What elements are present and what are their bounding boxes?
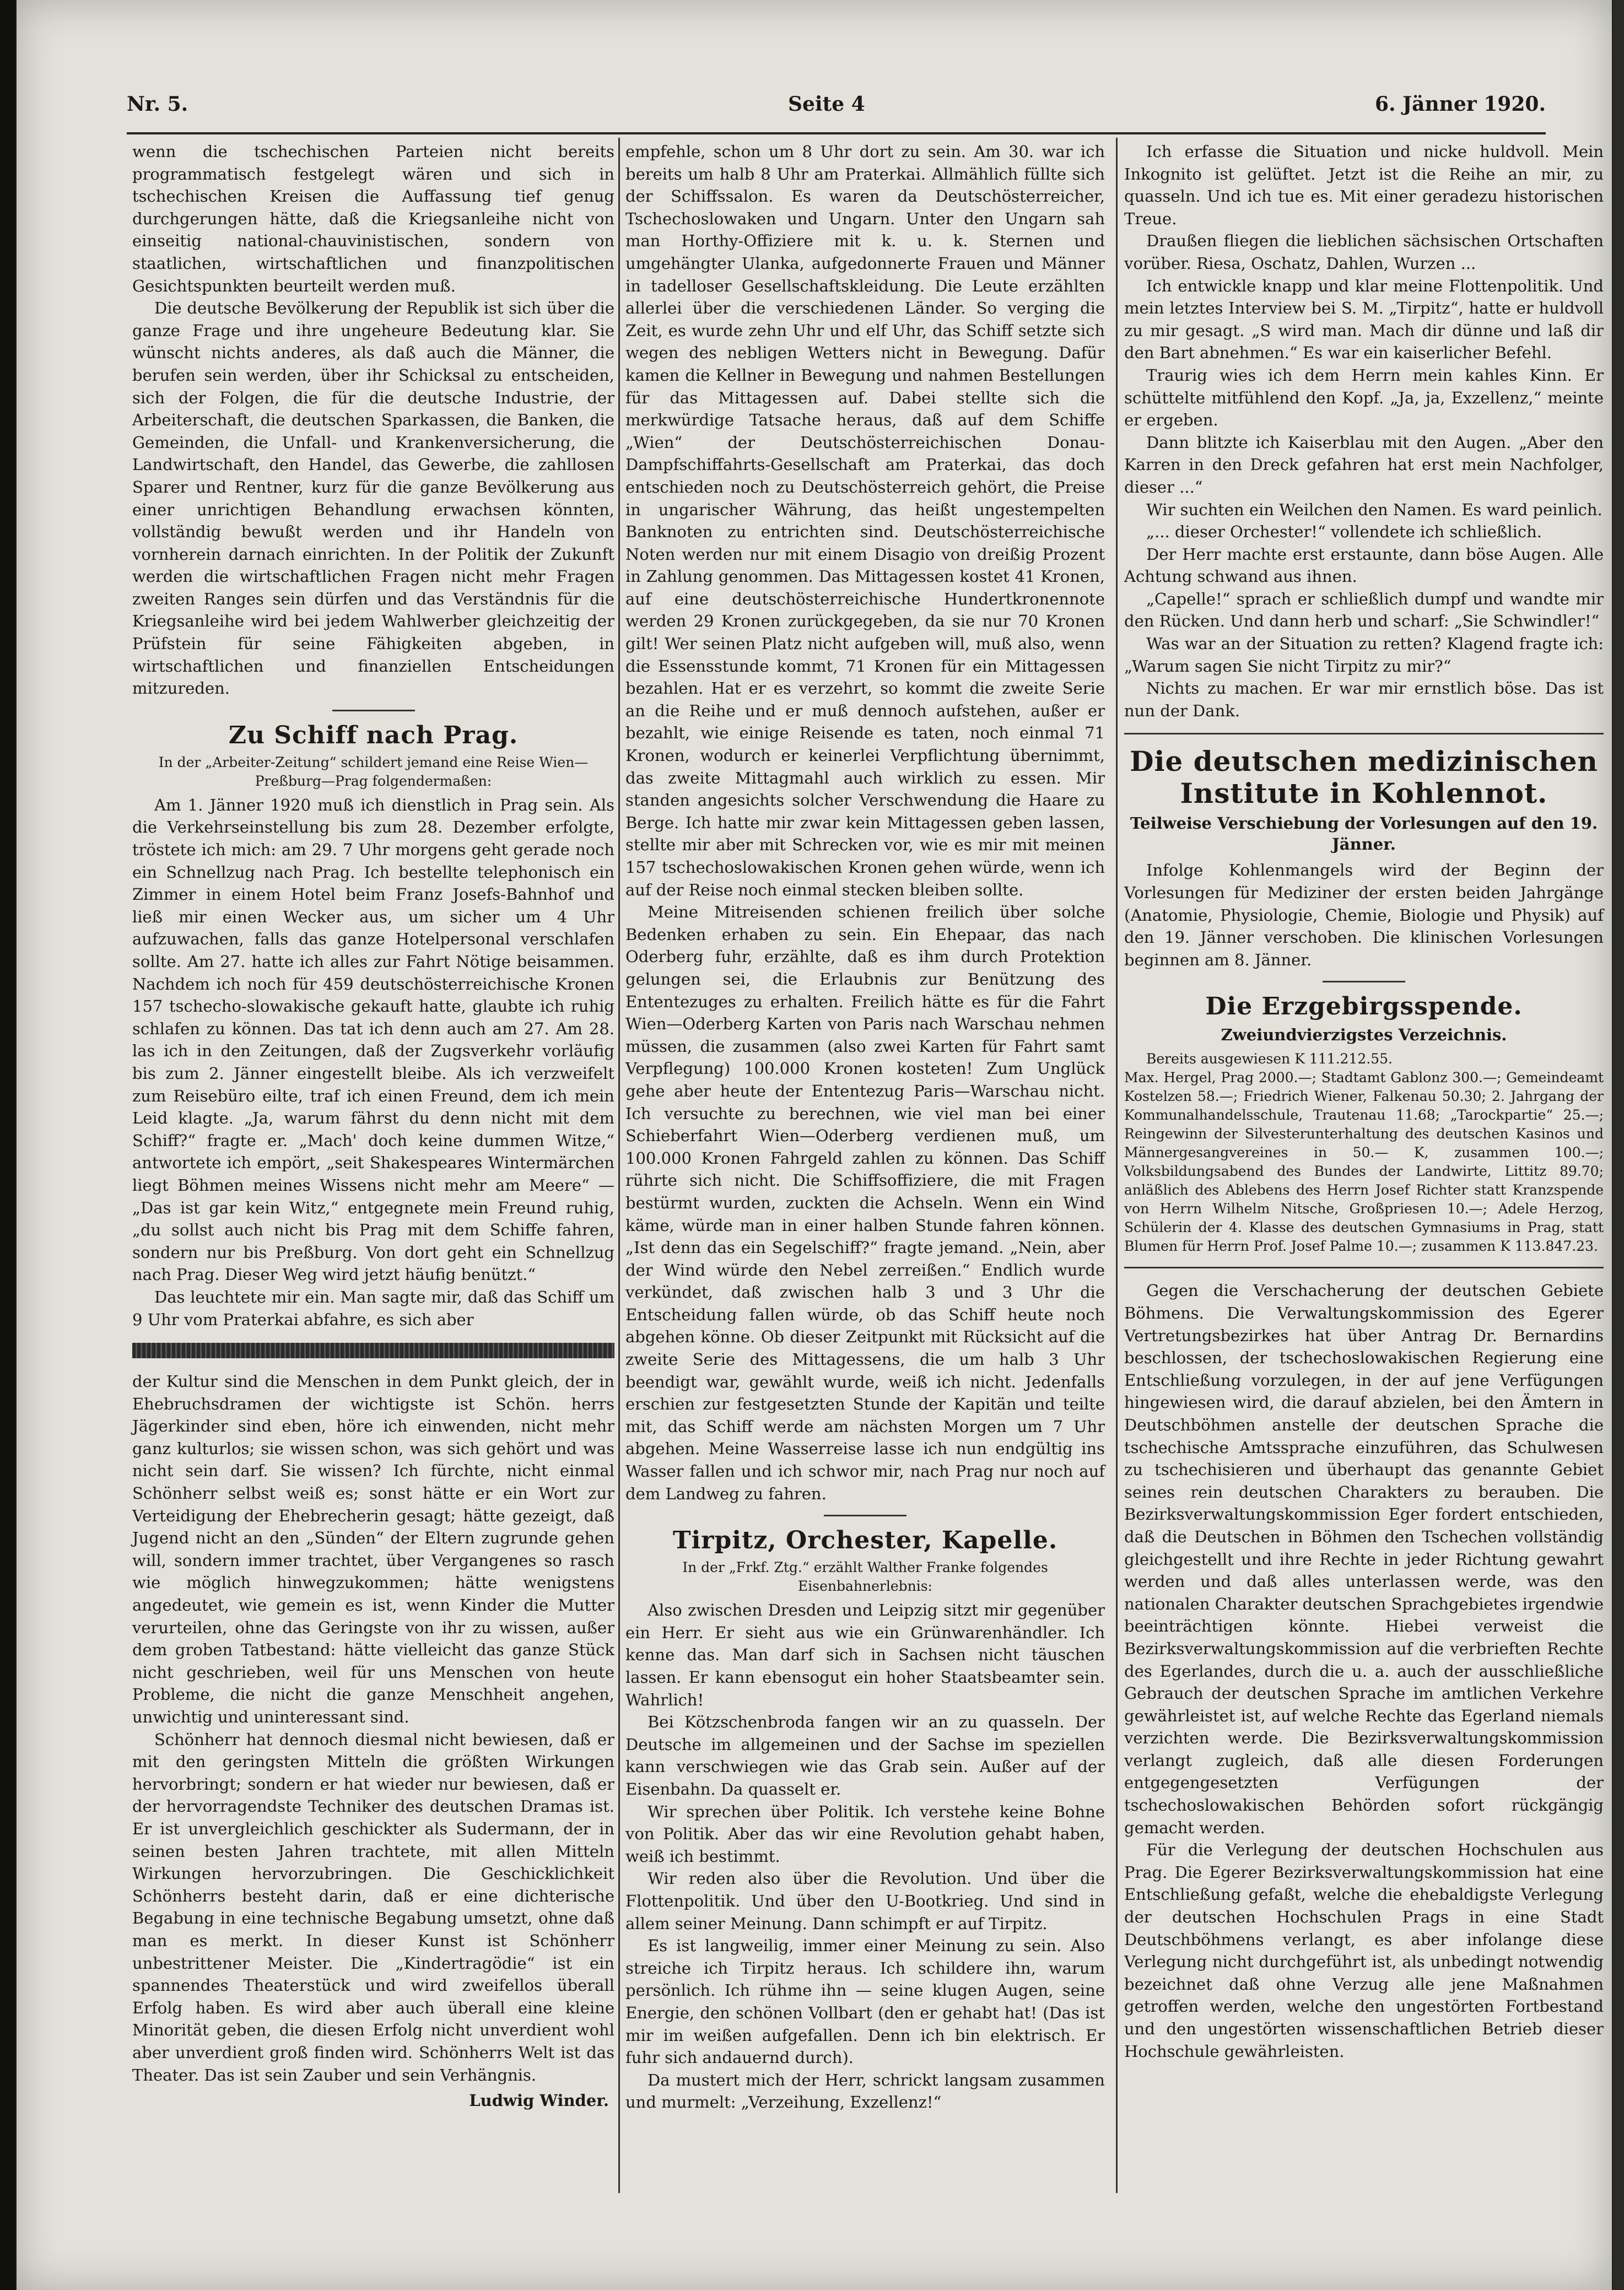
divider xyxy=(1124,733,1604,734)
author-signature: Ludwig Winder. xyxy=(469,2091,609,2110)
header-rule xyxy=(127,132,1546,134)
paragraph: Bereits ausgewiesen K 111.212.55. xyxy=(1146,1051,1393,1067)
article-intro: In der „Arbeiter-Zeitung“ schildert jemand eine Reise Wien—Preßburg—Prag folgendermaßen: xyxy=(158,754,589,789)
paragraph: Was war an der Situation zu retten? Klagend fragte ich: „Warum sagen Sie nicht Tirpitz zu mir?“ xyxy=(1124,634,1604,676)
paragraph: Gegen die Verschacherung der deutschen Gebiete Böhmens. Die Verwaltungskommission des Egerer Vertretungsbezirkes hat über Antrag Dr. Bernardins beschlossen, der tschechoslowakischen Regierung eine Entschließung vorzulegen, in der auf jene Verfügungen hingewiesen wird, die darauf abzielen, bei den Ämtern in Deutschböhmen anstelle der deutschen Sprache die tschechische Amtssprache einzuführen, das Schulwesen zu tschechisieren und überhaupt das genannte Gebiet seines rein deutschen Charakters zu berauben. Die Bezirksverwaltungskommission Eger fordert entschieden, daß die Deutschen in Böhmen den Tschechen vollständig gleichgestellt und ihre Rechte in jeder Richtung gewahrt werden und daß alles unterlassen werde, was den nationalen Charakter deutschen Sprachgebietes irgendwie beeinträchtigen könnte. Hiebei verweist die Bezirksverwaltungskommission auf die verbrieften Rechte des Egerlandes, durch die u. a. auch der ausschließliche Gebrauch der deutschen Sprache im amtlichen Verkehre gewährleistet ist, auf welche Rechte das Egerland niemals verzichten werde. Die Bezirksverwaltungskommission verlangt zugleich, daß alle diesen Forderungen entgegengesetzten Verfügungen der tschechoslowakischen Behörden sofort rückgängig gemacht werden. xyxy=(1124,1281,1604,1837)
column-divider xyxy=(1116,138,1118,2193)
issue-date: 6. Jänner 1920. xyxy=(1375,93,1546,116)
paragraph: Traurig wies ich dem Herrn mein kahles Kinn. Er schüttelte mitfühlend den Kopf. „Ja, ja, Exzellenz,“ meinte er ergeben. xyxy=(1124,365,1604,430)
paragraph: Draußen fliegen die lieblichen sächsischen Ortschaften vorüber. Riesa, Oschatz, Dahlen, Wurzen ... xyxy=(1124,231,1604,273)
paragraph: Am 1. Jänner 1920 muß ich dienstlich in Prag sein. Als die Verkehrseinstellung bis zum 28. Dezember erfolgte, tröstete ich mich: am 29. 7 Uhr morgens geht gerade noch ein Schnellzug nach Prag. Ich bestellte telephonisch ein Zimmer in einem Hotel beim Franz Josefs-Bahnhof und ließ mir einen Wecker aus, um sicher um 4 Uhr aufzuwachen, falls das ganze Hotelpersonal verschlafen sollte. Am 27. hatte ich alles zur Fahrt Nötige beisammen. Nachdem ich noch für 459 deutschösterreichische Kronen 157 tschecho-slowakische gekauft hatte, glaubte ich ruhig schlafen zu können. Das tat ich denn auch am 27. Am 28. las ich in den Zeitungen, daß der Zugsverkehr vorläufig bis zum 2. Jänner eingestellt bleibe. Als ich verzweifelt zum Reisebüro eilte, traf ich einen Freund, dem ich mein Leid klagte. „Ja, warum fährst du denn nicht mit dem Schiff?“ fragte er. „Mach' doch keine dummen Witze,“ antwortete ich empört, „seit Shakespeares Wintermärchen liegt Böhmen meines Wissens nicht mehr am Meere“ — „Das ist gar kein Witz,“ entgegnete mein Freund ruhig, „du sollst auch nicht bis Prag mit dem Schiffe fahren, sondern nur bis Preßburg. Von dort geht ein Schnellzug nach Prag. Dieser Weg wird jetzt häufig benützt.“ xyxy=(132,795,614,1284)
scan-edge-right xyxy=(1613,0,1624,2290)
paragraph: Für die Verlegung der deutschen Hochschulen aus Prag. Die Egerer Bezirksverwaltungskommission hat eine Entschließung gefaßt, welche die ehebaldigste Verlegung der deutschen Hochschulen Prags in eine Stadt Deutschböhmens verlangt, es aber infolange diese Verlegung nicht durchgeführt ist, als unbedingt notwendig bezeichnet daß ohne Verzug alle jene Maßnahmen getroffen werden, welche den ungestörten Fortbestand und den ungestörten wissenschaftlichen Betrieb dieser Hochschule gewährleisten. xyxy=(1124,1840,1604,2061)
article-intro: In der „Frkf. Ztg.“ erzählt Walther Franke folgendes Eisenbahnerlebnis: xyxy=(682,1559,1048,1595)
newspaper-page xyxy=(17,0,1612,2290)
paragraph: Da mustert mich der Herr, schrickt langsam zusammen und murmelt: „Verzeihung, Exzellenz!“ xyxy=(625,2070,1105,2112)
paragraph: Schönherr hat dennoch diesmal nicht bewiesen, daß er mit den geringsten Mitteln die größten Wirkungen hervorbringt; sondern er hat wieder nur bewiesen, daß er der hervorragendste Techniker des deutschen Dramas ist. Er ist unvergleichlich geschickter als Sudermann, der in seinen besten Jahren trachtete, mit allen Mitteln Wirkungen hervorzubringen. Die Geschicklichkeit Schönherrs besteht darin, daß er eine dichterische Begabung in eine technische Begabung umsetzt, ohne daß man es merkt. In dieser Kunst ist Schönherr unbestrittener Meister. Die „Kindertragödie“ ist ein spannendes Theaterstück und wird zweifellos überall Erfolg haben. Es wird aber auch überall eine kleine Minorität geben, die diesen Erfolg nicht unverdient wohl aber unverdient groß finden wird. Schönherrs Welt ist das Theater. Das ist sein Zauber und sein Verhängnis. xyxy=(132,1730,614,2084)
paragraph: Ich erfasse die Situation und nicke huldvoll. Mein Inkognito ist gelüftet. Jetzt ist die Reihe an mir, zu quasseln. Und ich tue es. Mit einer geradezu historischen Treue. xyxy=(1124,142,1604,228)
paragraph: Wir reden also über die Revolution. Und über die Flottenpolitik. Und über den U-Bootkrieg. Und sind in allem seiner Meinung. Dann schimpft er auf Tirpitz. xyxy=(625,1869,1105,1933)
paragraph: Max. Hergel, Prag 2000.—; Stadtamt Gablonz 300.—; Gemeindeamt Kostelzen 58.—; Friedrich Wiener, Falkenau 50.30; 2. Jahrgang der Kommunalhandelsschule, Trautenau 11.68; „Tarockpartie“ 25.—; Reingewinn der Silvesterunterhaltung des deutschen Kasinos und Männergesangvereines in 50.— K, zusammen 100.—; Volksbildungsabend des Bundes der Landwirte, Littitz 89.70; anläßlich des Ablebens des Herrn Josef Richter statt Kranzspende von Herrn Wilhelm Nitsche, Großpriesen 10.—; Adele Herzog, Schülerin der 4. Klasse des deutschen Gymnasiums in Prag, statt Blumen für Herrn Prof. Josef Palme 10.—; zusammen K 113.847.23. xyxy=(1124,1070,1604,1255)
article-title: Zu Schiff nach Prag. xyxy=(228,721,519,749)
article-subtitle: Teilweise Verschiebung der Vorlesungen auf den 19. Jänner. xyxy=(1130,814,1598,854)
paragraph: „Capelle!“ sprach er schließlich dumpf und wandte mir den Rücken. Und dann herb und scharf: „Sie Schwindler!“ xyxy=(1124,589,1604,631)
paragraph: wenn die tschechischen Parteien nicht bereits programmatisch festgelegt wären und sich in tschechischen Kreisen die Auffassung tief genug durchgerungen hätte, daß die Kriegsanleihe nicht von einseitig national-chauvinistischen, sondern von staatlichen, wirtschaftlichen und finanzpolitischen Gesichtspunkten beurteilt werden muß. xyxy=(132,142,614,295)
paragraph: Wir suchten ein Weilchen den Namen. Es ward peinlich. xyxy=(1146,500,1603,519)
issue-number: Nr. 5. xyxy=(127,93,188,116)
page-number: Seite 4 xyxy=(788,93,865,116)
section-bar xyxy=(132,1343,614,1358)
paragraph: empfehle, schon um 8 Uhr dort zu sein. Am 30. war ich bereits um halb 8 Uhr am Praterkai. Allmählich füllte sich der Schiffssalon. Es waren da Deutschösterreicher, Tschechoslowaken und Ungarn. Unter den Ungarn sah man Horthy-Offiziere mit k. u. k. Sternen und umgehängter Ulanka, aufgedonnerte Frauen und Männer in tadelloser Gesellschaftskleidung. Die Leute erzählten allerlei über die verschiedenen Länder. So verging die Zeit, es wurde zehn Uhr und elf Uhr, das Schiff setzte sich wegen des nebligen Wetters nicht in Bewegung. Dafür kamen die Kellner in Bewegung und nahmen Bestellungen für das Mittagessen auf. Dabei stellte sich die merkwürdige Tatsache heraus, daß auf dem Schiffe „Wien“ der Deutschösterreichischen Donau-Dampfschiffahrts-Gesellschaft am Praterkai, das doch entschieden noch zu Deutschösterreich gehört, die Preise in ungarischer Währung, das heißt ungestempelten Banknoten zu entrichten sind. Deutschösterreichische Noten werden nur mit einem Disagio von dreißig Prozent in Zahlung genommen. Das Mittagessen kostet 41 Kronen, auf eine deutschösterreichische Hundertkronennote werden 29 Kronen zurückgegeben, da sie nur 70 Kronen gilt! Wer seinen Platz nicht aufgeben will, muß also, wenn die Essensstunde kommt, 71 Kronen für ein Mittagessen bezahlen. Hat er es verzehrt, so kommt die zweite Serie an die Reihe und er muß dennoch aufstehen, außer er bezahlt, wie einige Reisende es taten, noch einmal 71 Kronen, wodurch er keinerlei Verpflichtung übernimmt, das zweite Mittagmahl auch wirklich zu essen. Mir standen angesichts solcher Verschwendung die Haare zu Berge. Ich hatte mir zwar kein Mittagessen geben lassen, stellte mir aber mit Schrecken vor, wie es mir mit meinen 157 tschechoslowakischen Kronen gehen würde, wenn ich auf der Reise noch einmal stecken bleiben sollte. xyxy=(625,142,1105,899)
paragraph: Also zwischen Dresden und Leipzig sitzt mir gegenüber ein Herr. Er sieht aus wie ein Grünwarenhändler. Ich kenne das. Man darf sich in Sachsen nicht täuschen lassen. Er kann ebensogut ein hoher Staatsbeamter sein. Wahrlich! xyxy=(625,1601,1105,1709)
paragraph: Der Herr machte erst erstaunte, dann böse Augen. Alle Achtung schwand aus ihnen. xyxy=(1124,544,1604,586)
paragraph: Die deutsche Bevölkerung der Republik ist sich über die ganze Frage und ihre ungeheure Bedeutung klar. Sie wünscht nichts anderes, als daß auch die Männer, die berufen sein werden, über ihr Schicksal zu entscheiden, sich der Folgen, die für die deutsche Industrie, der Arbeiterschaft, die deutschen Sparkassen, die Banken, die Gemeinden, die Unfall- und Krankenversicherung, die Landwirtschaft, den Handel, das Gewerbe, die zahllosen Sparer und Rentner, kurz für die ganze Bevölkerung aus einer unrichtigen Behandlung erwachsen könnten, vollständig bewußt werden und ihr Handeln von vornherein darnach einrichten. In der Politik der Zukunft werden die wirtschaftlichen Fragen nicht mehr Fragen zweiten Ranges sein dürfen und das Verständnis für die Kriegsanleihe wird bei jedem Wahlwerber gleichzeitig der Prüfstein für seine Fähigkeiten abgeben, in wirtschaftlichen und finanziellen Entscheidungen mitzureden. xyxy=(132,299,614,698)
divider xyxy=(1323,981,1405,982)
divider xyxy=(332,710,415,711)
paragraph: der Kultur sind die Menschen in dem Punkt gleich, der in Ehebruchsdramen der wichtigste ist Schön. herrs Jägerkinder sind eben, höre ich einwenden, nicht mehr ganz kulturlos; sie wissen schon, was sich gehört und was nicht sein darf. Sie wissen? Ich fürchte, nicht einmal Schönherr selbst weiß es; sonst hätte er ein Wort zur Verteidigung der Ehebrecherin gesagt; hätte gezeigt, daß Jugend nicht an den „Sünden“ der Eltern zugrunde gehen will, sondern immer trachtet, über Vergangenes so rasch wie möglich hinwegzukommen; hätte wenigstens angedeutet, wie gemein es ist, wenn Kinder die Mutter verurteilen, ohne das Geringste von ihr zu wissen, außer dem groben Tatbestand: hätte vielleicht das ganze Stück nicht geschrieben, weil für uns Menschen von heute Probleme, die nicht die ganze Menschheit angehen, unwichtig und uninteressant sind. xyxy=(132,1372,614,1726)
article-title: Die Erzgebirgsspende. xyxy=(1205,992,1523,1021)
paragraph: Bei Kötzschenbroda fangen wir an zu quasseln. Der Deutsche im allgemeinen und der Sachse im speziellen kann verschwiegen wie das Grab sein. Außer auf der Eisenbahn. Da quasselt er. xyxy=(625,1713,1105,1798)
divider xyxy=(824,1515,907,1516)
column-2 xyxy=(625,141,1105,2114)
divider xyxy=(1124,1267,1604,1268)
scan-edge-left xyxy=(0,0,15,2290)
paragraph: Nichts zu machen. Er war mir ernstlich böse. Das ist nun der Dank. xyxy=(1124,679,1604,720)
paragraph: Ich entwickle knapp und klar meine Flottenpolitik. Und mein letztes Interview bei S. M. „Tirpitz“, hatte er huldvoll zu mir gesagt. „S wird man. Mach dir dünne und laß dir den Bart abnehmen.“ Es war ein kaiserlicher Befehl. xyxy=(1124,276,1604,363)
paragraph: Dann blitzte ich Kaiserblau mit den Augen. „Aber den Karren in den Dreck gefahren hat erst mein Nachfolger, dieser ...“ xyxy=(1124,433,1604,496)
column-divider xyxy=(618,138,620,2193)
paragraph: Meine Mitreisenden schienen freilich über solche Bedenken erhaben zu sein. Ein Ehepaar, das nach Oderberg fuhr, erzählte, daß es ihm durch Protektion gelungen sei, die Erlaubnis zur Benützung des Ententezuges zu erhalten. Freilich hätte es für die Fahrt Wien—Oderberg Karten von Paris nach Warschau nehmen müssen, die zusammen (also zwei Karten für Fahrt samt Verpflegung) 100.000 Kronen kosteten! Zum Unglück gehe aber heute der Ententezug Paris—Warschau nicht. Ich versuchte zu berechnen, wie viel man bei einer Schieberfahrt Wien—Oderberg verdienen muß, um 100.000 Kronen Fahrgeld zahlen zu können. Das Schiff rührte sich nicht. Die Schiffsoffiziere, die mit Fragen bestürmt wurden, zuckten die Achseln. Wenn ein Wind käme, würde man in einer halben Stunde fahren können. „Ist denn das ein Segelschiff?“ fragte jemand. „Nein, aber der Wind würde den Nebel zerreißen.“ Endlich wurde verkündet, daß zwischen halb 3 und 3 Uhr die Entscheidung fallen würde, ob das Schiff heute noch abgehen könne. Ob dieser Zeitpunkt mit Rücksicht auf die zweite Serie des Mittagessens, die um halb 3 Uhr beendigt war, gewählt wurde, weiß ich nicht. Jedenfalls erschien zur festgesetzten Stunde der Kapitän und teilte mit, das Schiff werde am nächsten Morgen um 7 Uhr abgehen. Meine Wasserreise lasse ich nun endgültig ins Wasser fallen und ich schwor mir, nach Prag nur noch auf dem Landweg zu fahren. xyxy=(625,903,1105,1503)
column-3 xyxy=(1124,141,1604,2062)
paragraph: Infolge Kohlenmangels wird der Beginn der Vorlesungen für Mediziner der ersten beiden Jahrgänge (Anatomie, Physiologie, Chemie, Biologie und Physik) auf den 19. Jänner verschoben. Die klinischen Vorlesungen beginnen am 8. Jänner. xyxy=(1124,861,1604,969)
paragraph: Das leuchtete mir ein. Man sagte mir, daß das Schiff um 9 Uhr vom Praterkai abfahre, es sich aber xyxy=(132,1287,614,1329)
article-title: Die deutschen medizinischen Institute in Kohlennot. xyxy=(1130,745,1598,810)
paragraph: Es ist langweilig, immer einer Meinung zu sein. Also streiche ich Tirpitz heraus. Ich schildere ihn, warum persönlich. Ich rühme ihn — seine klugen Augen, seine Energie, den schönen Vollbart (den er gehabt hat! (Das ist mir im weißen aufgefallen. Denn ich bin elektrisch. Er fuhr sich andauernd durch). xyxy=(625,1936,1105,2067)
article-subtitle: Zweiundvierzigstes Verzeichnis. xyxy=(1221,1025,1507,1045)
column-1 xyxy=(132,141,614,2112)
paragraph: Wir sprechen über Politik. Ich verstehe keine Bohne von Politik. Aber das wir eine Revolution gehabt haben, weiß ich bestimmt. xyxy=(625,1802,1105,1866)
article-title: Tirpitz, Orchester, Kapelle. xyxy=(672,1526,1058,1555)
page-header xyxy=(127,93,1546,126)
paragraph: „... dieser Orchester!“ vollendete ich schließlich. xyxy=(1146,522,1542,542)
